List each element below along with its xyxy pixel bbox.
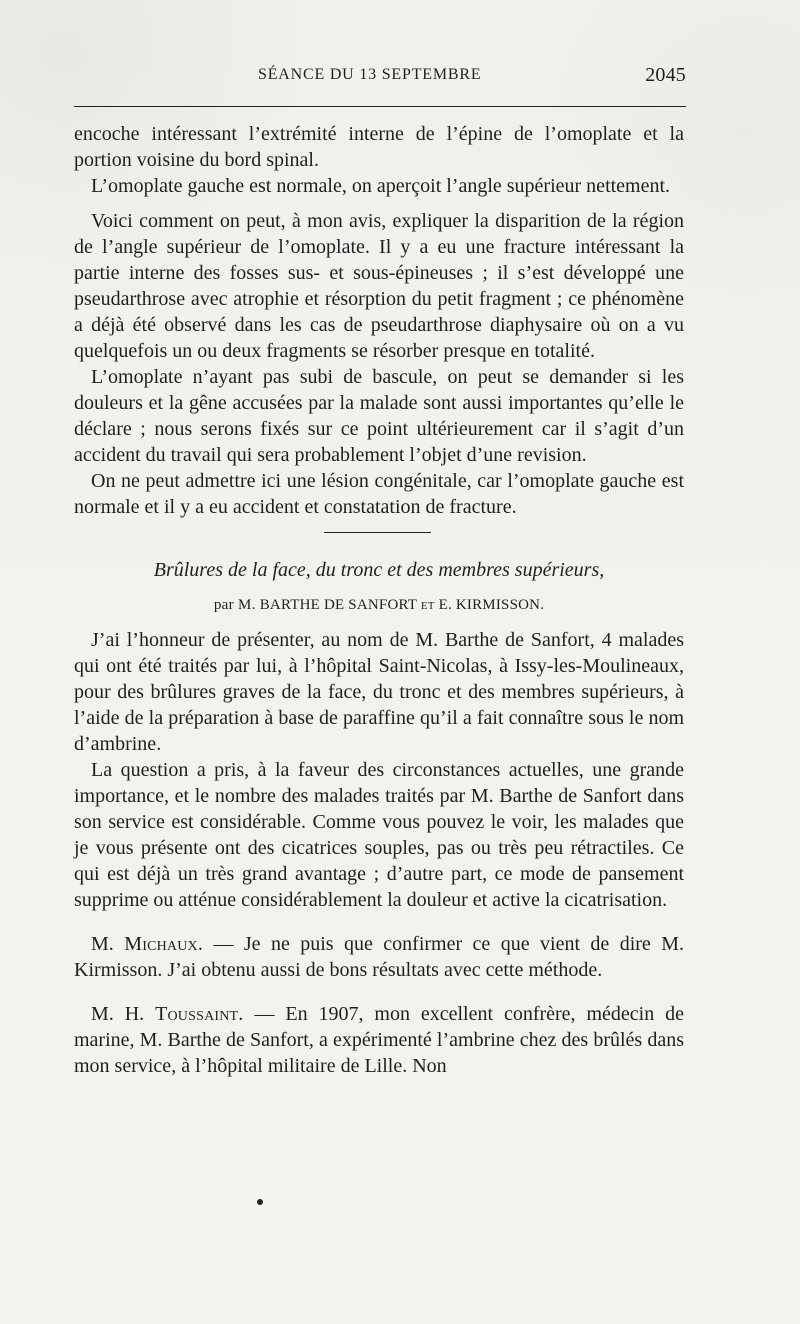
byline-prefix: par M. [213, 597, 256, 613]
article-paragraph-2: La question a pris, à la faveur des circonstances actuelles, une grande importance, et le nombre des malades traités par M. Barthe de Sanfort dans son service est considérable. Comme vous pouvez le voir, les malades que je vous présente ont des cicatrices souples, pas ou très peu rétractiles. Ce qui est déjà un très grand avantage ; d’autre part, ce mode de pansement supprime ou atténue considérablement la douleur et active la cicatrisation. [74, 759, 684, 911]
toussaint-remark [74, 1001, 684, 1079]
page-header [74, 64, 686, 94]
page-number: 2045 [645, 64, 686, 86]
print-dot-mark [257, 1199, 263, 1205]
paragraph-gap [74, 199, 684, 208]
michaux-name: Michaux. [124, 933, 204, 955]
toussaint-name: Toussaint. [155, 1003, 244, 1025]
discussion-gap-2 [74, 983, 684, 1001]
running-title: SÉANCE DU 13 SEPTEMBRE [258, 66, 482, 83]
discussion-gap-1 [74, 913, 684, 931]
paragraph-3: Voici comment on peut, à mon avis, expliquer la disparition de la région de l’angle supérieur de l’omoplate. Il y a eu une fracture intéressant la partie interne des fosses sus- et sous-épineuses ; il s’est développé une pseudarthrose avec atrophie et résorption du petit fragment ; ce phénomène a déjà été observé dans les cas de pseudarthrose diaphysaire où on a vu quelquefois un ou deux fragments se résorber presque en totalité. [74, 210, 684, 362]
byline-authors: BARTHE DE SANFORT et E. KIRMISSON. [259, 597, 545, 613]
michaux-text: — Je ne puis que confirmer ce que vient de dire M. Kirmisson. J’ai obtenu aussi de bons résultats avec cette méthode. [74, 933, 685, 981]
header-rule [74, 106, 686, 107]
paragraph-1: encoche intéressant l’extrémité interne de l’épine de l’omoplate et la portion voisine du bord spinal. [74, 123, 684, 171]
article-paragraph-1: J’ai l’honneur de présenter, au nom de M. Barthe de Sanfort, 4 malades qui ont été traités par lui, à l’hôpital Saint-Nicolas, à Issy-les-Moulineaux, pour des brûlures graves de la face, du tronc et des membres supérieurs, à l’aide de la préparation à base de paraffine qu’il a fait connaître sous le nom d’ambrine. [74, 629, 684, 755]
section-divider-wrap [74, 520, 684, 558]
michaux-remark [74, 931, 684, 983]
article-title: Brûlures de la face, du tronc et des membres supérieurs, [153, 559, 605, 581]
document-body [74, 121, 684, 1079]
michaux-prefix: M. [91, 933, 114, 955]
toussaint-text: — En 1907, mon excellent confrère, médecin de marine, M. Barthe de Sanfort, a expérimenté l’ambrine chez des brûlés dans mon service, à l’hôpital militaire de Lille. Non [74, 1003, 685, 1077]
toussaint-prefix: M. H. [91, 1003, 145, 1025]
article-byline [74, 596, 684, 614]
paragraph-2: L’omoplate gauche est normale, on aperçoit l’angle supérieur nettement. [91, 175, 671, 197]
section-divider [324, 532, 431, 533]
paragraph-4: L’omoplate n’ayant pas subi de bascule, on peut se demander si les douleurs et la gêne accusées par la malade sont aussi importantes qu’elle le déclare ; nous serons fixés sur ce point ultérieurement car il s’agit d’un accident du travail qui sera probablement l’objet d’une revision. [74, 366, 684, 466]
paragraph-5: On ne peut admettre ici une lésion congénitale, car l’omoplate gauche est normale et il y a eu accident et constatation de fracture. [74, 470, 684, 518]
